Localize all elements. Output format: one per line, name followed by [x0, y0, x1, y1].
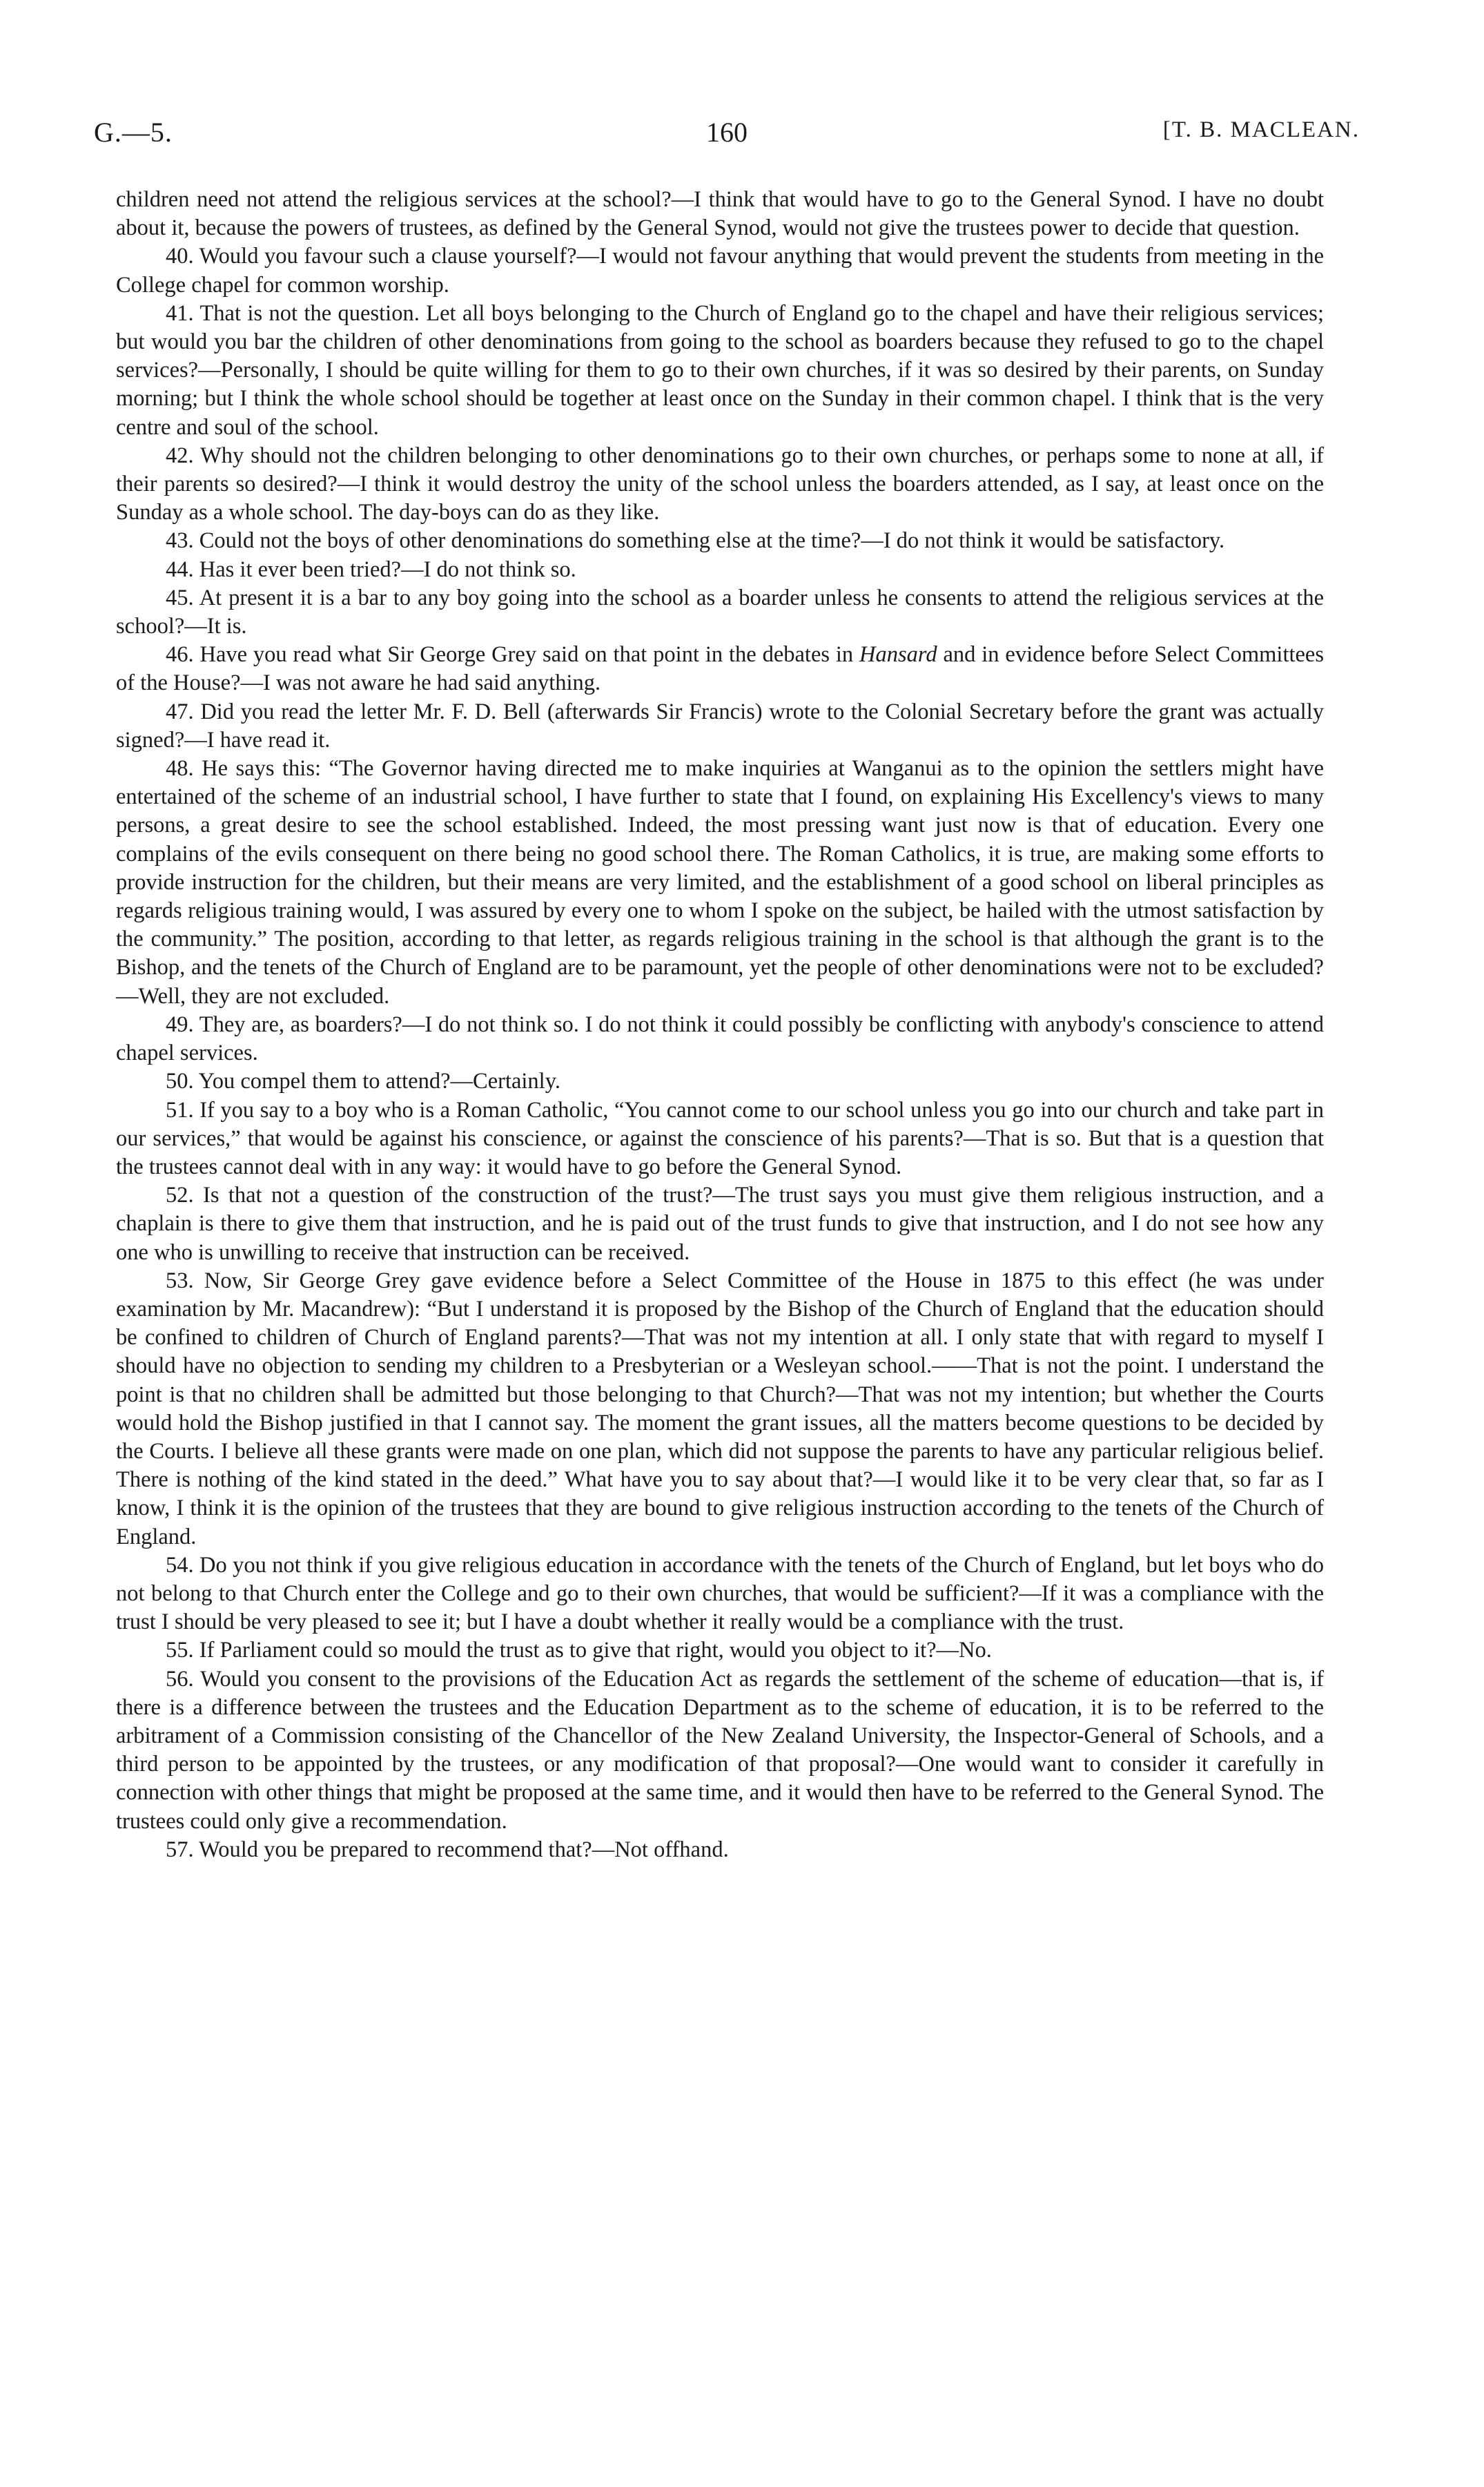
question-55: 55. If Parliament could so mould the trust as to give that right, would you object to it?—No.	[166, 1638, 992, 1663]
question-50: 50. You compel them to attend?—Certainly.	[166, 1069, 560, 1094]
question-49: 49. They are, as boarders?—I do not think so. I do not think it could possibly be conflicting with anybody's conscience to attend chapel services.	[116, 1012, 1324, 1066]
document-body	[116, 186, 1324, 1864]
question-57: 57. Would you be prepared to recommend that?—Not offhand.	[166, 1837, 729, 1862]
question-53: 53. Now, Sir George Grey gave evidence before a Select Committee of the House in 1875 to this effect (he was under examination by Mr. Macandrew): “But I understand it is proposed by the Bishop of the Church of England that the education should be confined to children of Church of England parents?—That was not my intention at all. I only state that with regard to myself I should have no objection to sending my children to a Presbyterian or a Wesleyan school.——That is not the point. I understand the point is that no children shall be admitted but those belonging to that Church?—That was not my intention; but whether the Courts would hold the Bishop justified in that I cannot say. The moment the grant issues, all the matters become questions to be decided by the Courts. I believe all these grants were made on one plan, which did not suppose the parents to have any particular religious belief. There is nothing of the kind stated in the deed.” What have you to say about that?—I would like it to be very clear that, so far as I know, I think it is the opinion of the trustees that they are bound to give religious instruction according to the tenets of the Church of England.	[116, 1268, 1324, 1549]
question-48: 48. He says this: “The Governor having directed me to make inquiries at Wanganui as to the opinion the settlers might have entertained of the scheme of an industrial school, I have further to state that I found, on explaining His Excellency's views to many persons, a great desire to see the school established. Indeed, the most pressing want just now is that of education. Every one complains of the evils consequent on there being no good school there. The Roman Catholics, it is true, are making some efforts to provide instruction for the children, but their means are very limited, and the establishment of a good school on liberal principles as regards religious training would, I was assured by every one to whom I spoke on the subject, be hailed with the utmost satisfaction by the community.” The position, according to that letter, as regards religious training in the school is that although the grant is to the Bishop, and the tenets of the Church of England are to be paramount, yet the people of other denominations were not to be excluded?—Well, they are not excluded.	[116, 756, 1324, 1009]
paragraph-continuation: children need not attend the religious services at the school?—I think that would have to go to the General Synod. I have no doubt about it, because the powers of trustees, as defined by the General Synod, would not give the trustees power to decide that question.	[116, 187, 1324, 241]
question-54: 54. Do you not think if you give religious education in accordance with the tenets of the Church of England, but let boys who do not belong to that Church enter the College and go to their own churches, that would be sufficient?—If it was a compliance with the trust I should be very pleased to see it; but I have a doubt whether it really would be a compliance with the trust.	[116, 1552, 1324, 1635]
question-52: 52. Is that not a question of the construction of the trust?—The trust says you must give them religious instruction, and a chaplain is there to give them that instruction, and he is paid out of the trust funds to give that instruction, and I do not see how any one who is unwilling to receive that instruction can be received.	[116, 1183, 1324, 1265]
page-header	[94, 116, 1360, 157]
question-51: 51. If you say to a boy who is a Roman Catholic, “You cannot come to our school unless you go into our church and take part in our services,” that would be against his conscience, or against the conscience of his parents?—That is so. But that is a question that the trustees cannot deal with in any way: it would have to go before the General Synod.	[116, 1097, 1324, 1179]
question-44: 44. Has it ever been tried?—I do not think so.	[166, 557, 576, 582]
question-46	[116, 641, 1324, 697]
question-46-text-end: and in evidence before Select Committees of the House?—I was not aware he had said anything.	[116, 642, 1324, 696]
question-42: 42. Why should not the children belonging to other denominations go to their own churches, or perhaps some to none at all, if their parents so desired?—I think it would destroy the unity of the school unless the boarders attended, as I say, at least once on the Sunday as a whole school. The day-boys can do as they like.	[116, 443, 1324, 525]
question-47: 47. Did you read the letter Mr. F. D. Bell (afterwards Sir Francis) wrote to the Colonial Secretary before the grant was actually signed?—I have read it.	[116, 699, 1324, 753]
question-45: 45. At present it is a bar to any boy going into the school as a boarder unless he consents to attend the religious services at the school?—It is.	[116, 585, 1324, 639]
question-46-text: 46. Have you read what Sir George Grey said on that point in the debates in	[166, 642, 860, 668]
question-43: 43. Could not the boys of other denominations do something else at the time?—I do not think it would be satisfactory.	[166, 528, 1225, 554]
page-number: 160	[706, 117, 748, 148]
document-reference: G.—5.	[94, 117, 173, 148]
question-40: 40. Would you favour such a clause yourself?—I would not favour anything that would prevent the students from meeting in the College chapel for common worship.	[116, 244, 1324, 298]
question-41: 41. That is not the question. Let all boys belonging to the Church of England go to the chapel and have their religious services; but would you bar the children of other denominations from going to the school as boarders because they refused to go to the chapel services?—Personally, I should be quite willing for them to go to their own churches, if it was so desired by their parents, on Sunday morning; but I think the whole school should be together at least once on the Sunday in their common chapel. I think that is the very centre and soul of the school.	[116, 300, 1324, 440]
question-56: 56. Would you consent to the provisions of the Education Act as regards the settlement of the scheme of education—that is, if there is a difference between the trustees and the Education Department as to the scheme of education, it is to be referred to the arbitrament of a Commission consisting of the Chancellor of the New Zealand University, the Inspector-General of Schools, and a third person to be appointed by the trustees, or any modification of that proposal?—One would want to consider it carefully in connection with other things that might be proposed at the same time, and it would then have to be referred to the General Synod. The trustees could only give a recommendation.	[116, 1666, 1324, 1834]
witness-name: [T. B. MACLEAN.	[1162, 117, 1360, 142]
hansard-reference: Hansard	[859, 642, 937, 668]
